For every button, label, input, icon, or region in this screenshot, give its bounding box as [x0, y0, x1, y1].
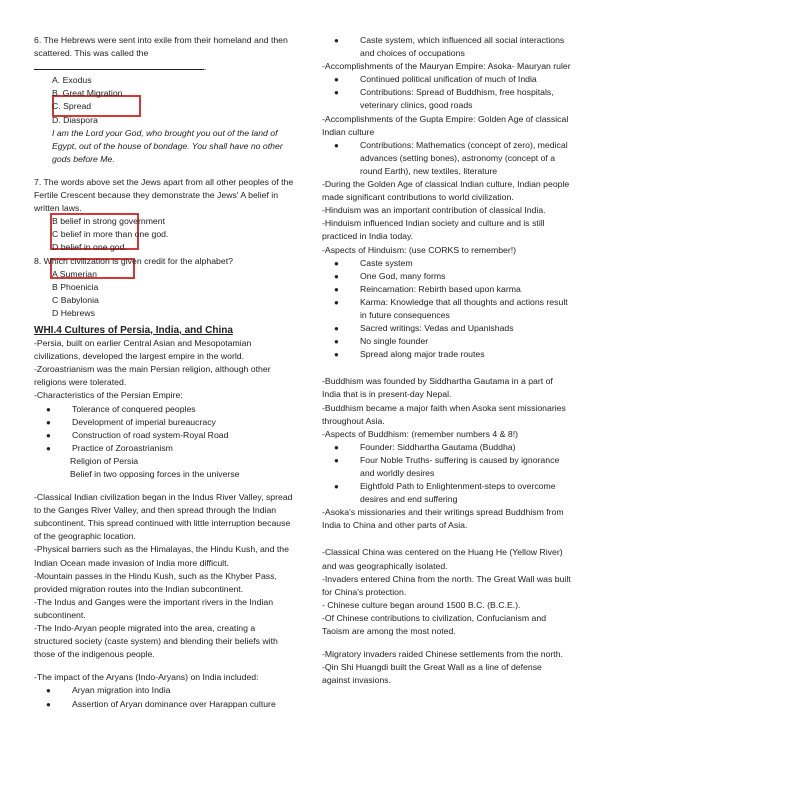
list-item: ● Assertion of Aryan dominance over Harappan culture	[46, 698, 276, 709]
q6-option-a: A. Exodus	[52, 75, 92, 86]
q7-option-d: D belief in one god.	[52, 242, 127, 253]
caste-bullet-list	[322, 34, 572, 60]
list-item: ● Practice of Zoroastrianism	[46, 442, 173, 453]
buddhism-bullets	[322, 441, 572, 506]
q7-option-c: C belief in more than one god.	[52, 229, 169, 240]
hinduism-bullets	[322, 257, 572, 362]
q8-option-d: D Hebrews	[52, 307, 95, 318]
persia-para-2: -Zoroastrianism was the main Persian religion, although other religions were tolerated.	[34, 364, 271, 388]
hinduism-heading: -Aspects of Hinduism: (use CORKS to remember!)	[322, 244, 517, 255]
list-item: ● No single founder	[334, 336, 429, 347]
q6-stem: 6. The Hebrews were sent into exile from their homeland and then scattered. This was called the .	[34, 35, 288, 73]
list-item: ● Spread along major trade routes	[334, 349, 485, 360]
zoroastrianism-sub-2: Belief in two opposing forces in the universe	[70, 469, 240, 479]
india-para-3: -Mountain passes in the Hindu Kush, such as the Khyber Pass, provided migration routes into the Indian subcontinent.	[34, 570, 277, 594]
persia-para-1: -Persia, built on earlier Central Asian and Mesopotamian civilizations, developed the largest empire in the world.	[34, 338, 252, 362]
buddhism-para-3: -Asoka's missionaries and their writings spread Buddhism from India to China and other parts of Asia.	[322, 507, 564, 531]
q6-option-b: B. Great Migration	[52, 88, 123, 99]
hinduism-para-1: -Hinduism was an important contribution of classical India.	[322, 205, 546, 216]
right-column	[322, 34, 572, 687]
india-para-6: -The impact of the Aryans (Indo-Aryans) on India included:	[34, 672, 259, 683]
q8-option-b: B Phoenicia	[52, 281, 99, 292]
q7-option-b: B belief in strong government	[52, 216, 166, 227]
gupta-heading: -Accomplishments of the Gupta Empire: Golden Age of classical Indian culture	[322, 113, 569, 137]
china-para-5: -Migratory invaders raided Chinese settlements from the north.	[322, 649, 563, 660]
persia-bullets	[34, 403, 296, 455]
india-para-1: -Classical Indian civilization began in the Indus River Valley, spread to the Ganges River Valley, and then spread through the Indian subcontinent. This spread continued with little interruption because of the geographic location.	[34, 492, 293, 542]
list-item: ● Karma: Knowledge that all thoughts and actions result in future consequences	[334, 296, 568, 320]
china-para-3: - Chinese culture began around 1500 B.C. (B.C.E.).	[322, 599, 521, 610]
list-item: ● Development of imperial bureaucracy	[46, 416, 216, 427]
india-para-2: -Physical barriers such as the Himalayas, the Hindu Kush, and the Indian Ocean made invasion of India more difficult.	[34, 544, 289, 568]
china-para-4: -Of Chinese contributions to civilization, Confucianism and Taoism are among the most noted.	[322, 612, 547, 637]
buddhism-para-1: -Buddhism was founded by Siddhartha Gautama in a part of India that is in present-day Nepal.	[322, 376, 553, 400]
q6-option-c: C. Spread	[52, 101, 92, 112]
list-item: ● Contributions: Spread of Buddhism, free hospitals, veterinary clinics, good roads	[334, 87, 554, 111]
gupta-para: -During the Golden Age of classical Indian culture, Indian people made significant contributions to world civilization.	[322, 179, 570, 203]
zoroastrianism-sub-1: Religion of Persia	[70, 455, 139, 466]
list-item: ● One God, many forms	[334, 270, 446, 281]
list-item: ● Contributions: Mathematics (concept of zero), medical advances (setting bones), astronomy (concept of a round Earth), new textiles, literature	[334, 139, 568, 176]
list-item: ● Founder: Siddhartha Gautama (Buddha)	[334, 441, 516, 452]
china-para-2: -Invaders entered China from the north. The Great Wall was built for China's protection.	[322, 573, 571, 597]
maurya-bullets	[322, 73, 572, 112]
maurya-heading: -Accomplishments of the Mauryan Empire: Asoka- Mauryan ruler	[322, 61, 571, 72]
india-para-5: -The Indo-Aryan people migrated into the area, creating a structured society (caste system) and blending their beliefs with those of the indigenous people.	[34, 623, 278, 660]
list-item: ● Continued political unification of much of India	[334, 74, 537, 85]
list-item: ● Tolerance of conquered peoples	[46, 403, 196, 414]
list-item: ● Eightfold Path to Enlightenment-steps to overcome desires and end suffering	[334, 481, 556, 505]
china-para-1: -Classical China was centered on the Huang He (Yellow River) and was geographically isolated.	[322, 547, 563, 571]
gupta-bullets	[322, 139, 572, 178]
list-item: ● Four Noble Truths- suffering is caused by ignorance and worldly desires	[334, 454, 560, 478]
q6-option-d: D. Diaspora	[52, 114, 98, 125]
buddhism-heading: -Aspects of Buddhism: (remember numbers 4 & 8!)	[322, 428, 519, 439]
list-item: ● Aryan migration into India	[46, 685, 171, 696]
hinduism-para-2: -Hinduism influenced Indian society and culture and is still practiced in India today.	[322, 218, 545, 242]
list-item: ● Caste system	[334, 257, 413, 268]
list-item: ● Construction of road system-Royal Road	[46, 429, 229, 440]
list-item: ● Caste system, which influenced all social interactions and choices of occupations	[334, 35, 565, 59]
left-column	[34, 34, 296, 711]
china-para-6: -Qin Shi Huangdi built the Great Wall as a line of defense against invasions.	[322, 662, 542, 686]
india-para-4: -The Indus and Ganges were the important rivers in the Indian subcontinent.	[34, 596, 274, 620]
persia-para-3: -Characteristics of the Persian Empire:	[34, 390, 183, 401]
list-item: ● Reincarnation: Rebirth based upon karma	[334, 283, 521, 294]
q6-blank	[34, 60, 204, 70]
aryan-bullets	[34, 684, 296, 710]
buddhism-para-2: -Buddhism became a major faith when Asoka sent missionaries throughout Asia.	[322, 402, 566, 426]
q7-stem: 7. The words above set the Jews apart from all other peoples of the Fertile Crescent because they demonstrate the Jews' A belief in written laws.	[34, 176, 294, 214]
list-item: ● Sacred writings: Vedas and Upanishads	[334, 323, 514, 334]
q8-option-c: C Babylonia	[52, 294, 99, 305]
section-title: WHI.4 Cultures of Persia, India, and China	[34, 324, 233, 336]
commandment-quote: I am the Lord your God, who brought you out of the land of Egypt, out of the house of bondage. You shall have no other gods before Me.	[52, 127, 283, 164]
q8-stem: 8. Which civilization is given credit for the alphabet?	[34, 255, 233, 266]
q8-option-a: A Sumerian	[52, 268, 97, 279]
